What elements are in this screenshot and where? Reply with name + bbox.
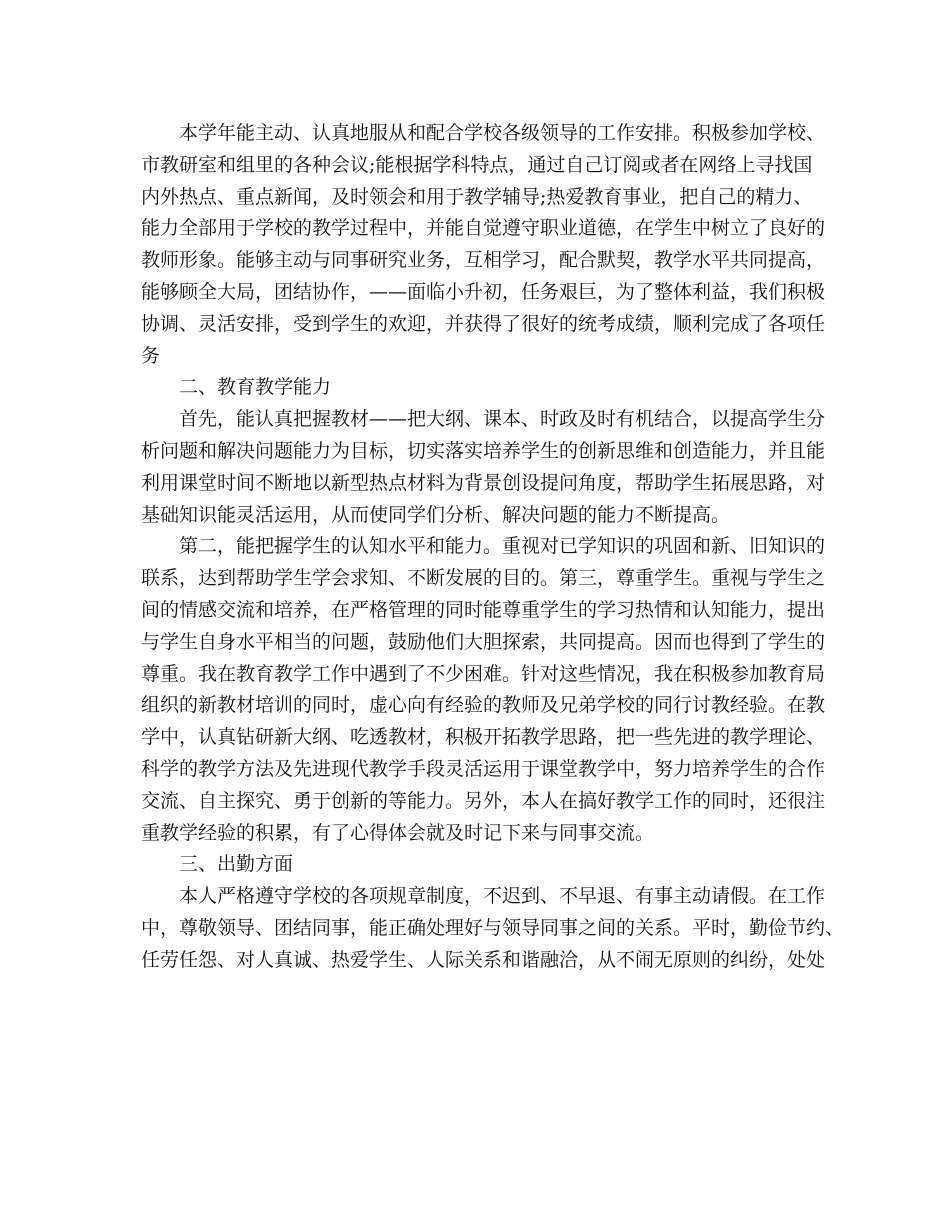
text-line: 协调、灵活安排，受到学生的欢迎，并获得了很好的统考成绩，顺利完成了各项任 — [141, 312, 826, 335]
text-line: 重教学经验的积累，有了心得体会就及时记下来与同事交流。 — [141, 821, 655, 844]
document-body — [141, 118, 845, 977]
text-line: 间的情感交流和培养，在严格管理的同时能尊重学生的学习热情和认知能力，提出 — [141, 598, 826, 621]
text-line: 能够顾全大局，团结协作，——面临小升初，任务艰巨，为了整体利益，我们积极 — [141, 280, 826, 303]
text-line: 交流、自主探究、勇于创新的等能力。另外，本人在搞好教学工作的同时，还很注 — [141, 789, 826, 812]
text-line: 尊重。我在教育教学工作中遇到了不少困难。针对这些情况，我在积极参加教育局 — [141, 662, 826, 685]
heading-text: 三、出勤方面 — [179, 853, 294, 876]
text-line: 能力全部用于学校的教学过程中，并能自觉遵守职业道德，在学生中树立了良好的 — [141, 217, 826, 240]
text-line: 本学年能主动、认真地服从和配合学校各级领导的工作安排。积极参加学校、 — [179, 122, 826, 144]
text-line: 任劳任怨、对人真诚、热爱学生、人际关系和谐融洽，从不闹无原则的纠纷，处处 — [141, 948, 826, 971]
text-line: 市教研室和组里的各种会议;能根据学科特点，通过自己订阅或者在网络上寻找国 — [141, 153, 813, 176]
text-line: 组织的新教材培训的同时，虚心向有经验的教师及兄弟学校的同行讨教经验。在教 — [141, 694, 826, 717]
text-line: 基础知识能灵活运用，从而使同学们分析、解决问题的能力不断提高。 — [141, 503, 731, 526]
text-line: 本人严格遵守学校的各项规章制度，不迟到、不早退、有事主动请假。在工作 — [179, 885, 826, 908]
paragraph-second-student-cognition — [141, 531, 826, 849]
text-line: 首先，能认真把握教材——把大纲、课本、时政及时有机结合，以提高学生分 — [179, 408, 826, 431]
text-line: 务 — [141, 344, 161, 367]
text-line: 科学的教学方法及先进现代教学手段灵活运用于课堂教学中，努力培养学生的合作 — [141, 757, 826, 780]
text-line: 中，尊敬领导、团结同事，能正确处理好与领导同事之间的关系。平时，勤俭节约、 — [141, 916, 845, 939]
text-line: 利用课堂时间不断地以新型热点材料为背景创设提问角度，帮助学生拓展思路，对 — [141, 471, 826, 494]
text-line: 教师形象。能够主动与同事研究业务，互相学习，配合默契，教学水平共同提高， — [141, 249, 826, 272]
text-line: 与学生自身水平相当的问题，鼓励他们大胆探索，共同提高。因而也得到了学生的 — [141, 630, 826, 653]
paragraph-first-teaching-materials — [141, 404, 826, 531]
heading-text: 二、教育教学能力 — [179, 376, 332, 399]
text-line: 联系，达到帮助学生学会求知、不断发展的目的。第三，尊重学生。重视与学生之 — [141, 567, 826, 590]
paragraph-attendance — [141, 881, 845, 976]
text-line: 内外热点、重点新闻，及时领会和用于教学辅导;热爱教育事业，把自己的精力、 — [141, 185, 813, 208]
section-heading-teaching-ability — [141, 372, 811, 404]
text-line: 析问题和解决问题能力为目标，切实落实培养学生的创新思维和创造能力，并且能 — [141, 439, 826, 462]
paragraph-work-attitude — [141, 118, 826, 372]
text-line: 学中，认真钻研新大纲、吃透教材，积极开拓教学思路，把一些先进的教学理论、 — [141, 726, 826, 749]
text-line: 第二，能把握学生的认知水平和能力。重视对已学知识的巩固和新、旧知识的 — [179, 535, 826, 558]
section-heading-attendance — [141, 849, 811, 881]
